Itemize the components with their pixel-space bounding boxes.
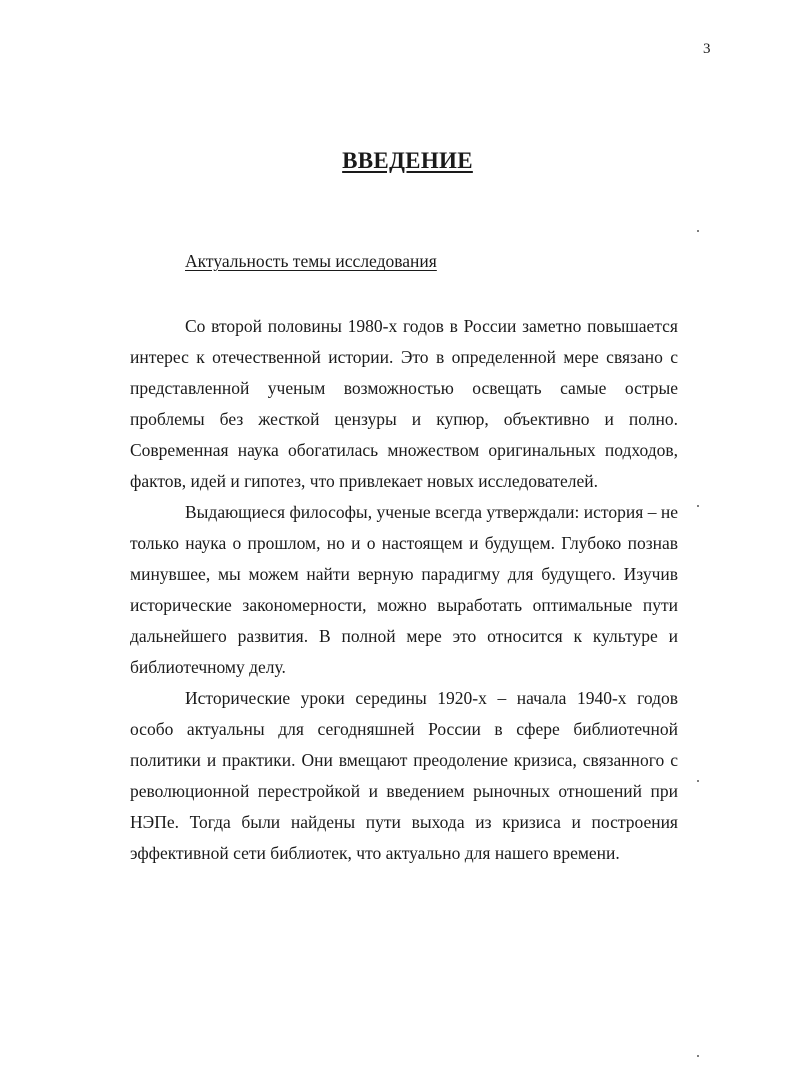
scan-speck [697, 1055, 699, 1057]
scan-speck [697, 780, 699, 782]
section-heading: Актуальность темы исследования [185, 251, 437, 271]
page-number: 3 [703, 41, 711, 57]
body-text [130, 311, 678, 869]
scan-speck [697, 230, 699, 232]
paragraph: Выдающиеся философы, ученые всегда утверждали: история – не только наука о прошлом, но и о настоящем и будущем. Глубоко познав минувшее, мы можем найти верную парадигму для будущего. Изучив исторические закономерности, можно выработать оптимальные пути дальнейшего развития. В полной мере это относится к культуре и библиотечному делу. [130, 502, 678, 677]
paragraph: Исторические уроки середины 1920-х – начала 1940-х годов особо актуальны для сегодняшней России в сфере библиотечной политики и практики. Они вмещают преодоление кризиса, связанного с революционной перестройкой и введением рыночных отношений при НЭПе. Тогда были найдены пути выхода из кризиса и построения эффективной сети библиотек, что актуально для нашего времени. [130, 688, 678, 863]
page-title: ВВЕДЕНИЕ [342, 148, 473, 173]
paragraph: Со второй половины 1980-х годов в России заметно повышается интерес к отечественной истории. Это в определенной мере связано с представленной ученым возможностью освещать самые острые проблемы без жесткой цензуры и купюр, объективно и полно. Современная наука обогатилась множеством оригинальных подходов, фактов, идей и гипотез, что привлекает новых исследователей. [130, 316, 678, 491]
scan-speck [697, 505, 699, 507]
